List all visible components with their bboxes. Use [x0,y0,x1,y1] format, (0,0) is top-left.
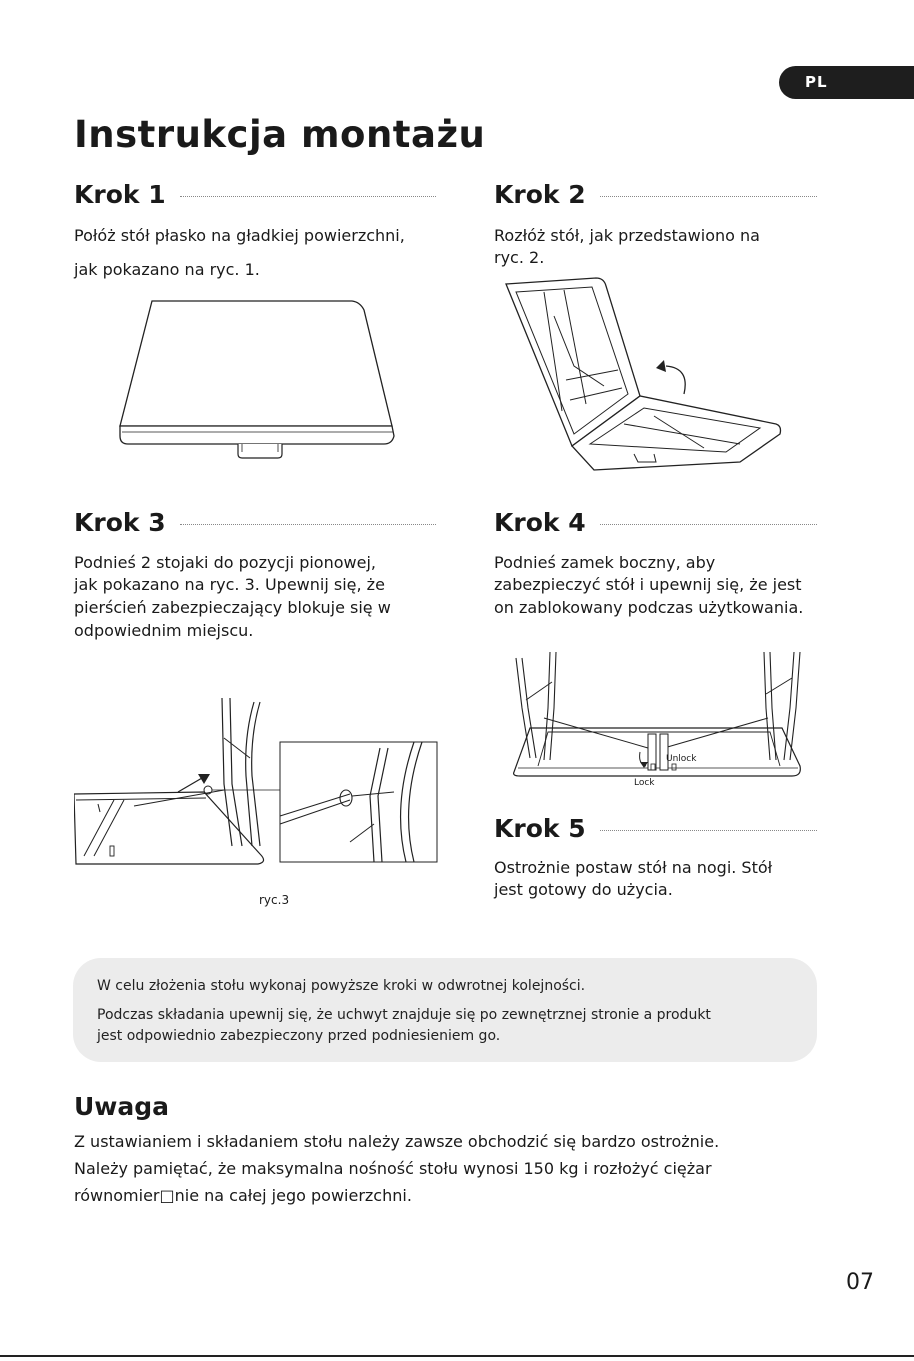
page-number: 07 [846,1270,874,1295]
step-4-text-line-1: Podnieś zamek boczny, aby [494,553,716,572]
step-1 [74,180,436,209]
page-title: Instrukcja montażu [74,113,486,156]
step-1-header [74,180,436,209]
divider [600,830,817,831]
figure-3-caption: ryc.3 [259,893,290,907]
figure-3-leg-lock [74,696,440,872]
step-4-header [494,508,817,537]
lock-label: Lock [634,778,655,788]
divider [180,524,436,525]
warning-line-2: Należy pamiętać, że maksymalna nośność stołu wynosi 150 kg i rozłożyć ciężar [74,1159,712,1178]
step-5-heading: Krok 5 [494,814,586,843]
reverse-steps-note [73,958,817,1062]
note-line-2: Podczas składania upewnij się, że uchwyt znajduje się po zewnętrznej stronie a produkt [97,1007,711,1023]
figure-4-side-lock [508,648,804,798]
step-1-heading: Krok 1 [74,180,166,209]
step-2-heading: Krok 2 [494,180,586,209]
divider [180,196,436,197]
step-4-heading: Krok 4 [494,508,586,537]
divider [600,524,817,525]
step-4-text-line-3: on zablokowany podczas użytkowania. [494,598,804,617]
step-3-heading: Krok 3 [74,508,166,537]
warning-line-1: Z ustawianiem i składaniem stołu należy zawsze obchodzić się bardzo ostrożnie. [74,1132,720,1151]
bottom-rule [0,1355,914,1357]
step-5-text-line-2: jest gotowy do użycia. [494,880,673,899]
step-3-text-line-3: pierścień zabezpieczający blokuje się w [74,598,391,617]
step-5 [494,814,817,843]
step-3-text-line-1: Podnieś 2 stojaki do pozycji pionowej, [74,553,376,572]
warning-text [74,1128,834,1209]
figure-2-unfolding-table [504,276,784,476]
step-2-text-line-1: Rozłóż stół, jak przedstawiono na [494,226,760,245]
divider [600,196,817,197]
step-2 [494,180,817,209]
step-3 [74,508,436,537]
step-1-text-line-1: Połóż stół płasko na gładkiej powierzchni, [74,226,405,245]
warning-heading: Uwaga [74,1092,170,1121]
step-4-text-line-2: zabezpieczyć stół i upewnij się, że jest [494,575,802,594]
figure-1-folded-table [112,296,402,468]
step-3-text-line-4: odpowiednim miejscu. [74,621,254,640]
step-2-text-line-2: ryc. 2. [494,248,545,267]
step-1-text-line-2: jak pokazano na ryc. 1. [74,260,260,279]
step-2-header [494,180,817,209]
warning-line-3: równomier□nie na całej jego powierzchni. [74,1186,412,1205]
step-3-text-line-2: jak pokazano na ryc. 3. Upewnij się, że [74,575,385,594]
step-4 [494,508,817,537]
language-tab: PL [779,66,914,99]
note-line-3: jest odpowiednio zabezpieczony przed podniesieniem go. [97,1028,501,1044]
step-3-header [74,508,436,537]
unlock-label: Unlock [666,754,697,764]
step-5-text-line-1: Ostrożnie postaw stół na nogi. Stół [494,858,773,877]
note-line-1: W celu złożenia stołu wykonaj powyższe kroki w odwrotnej kolejności. [97,978,586,994]
step-5-header [494,814,817,843]
